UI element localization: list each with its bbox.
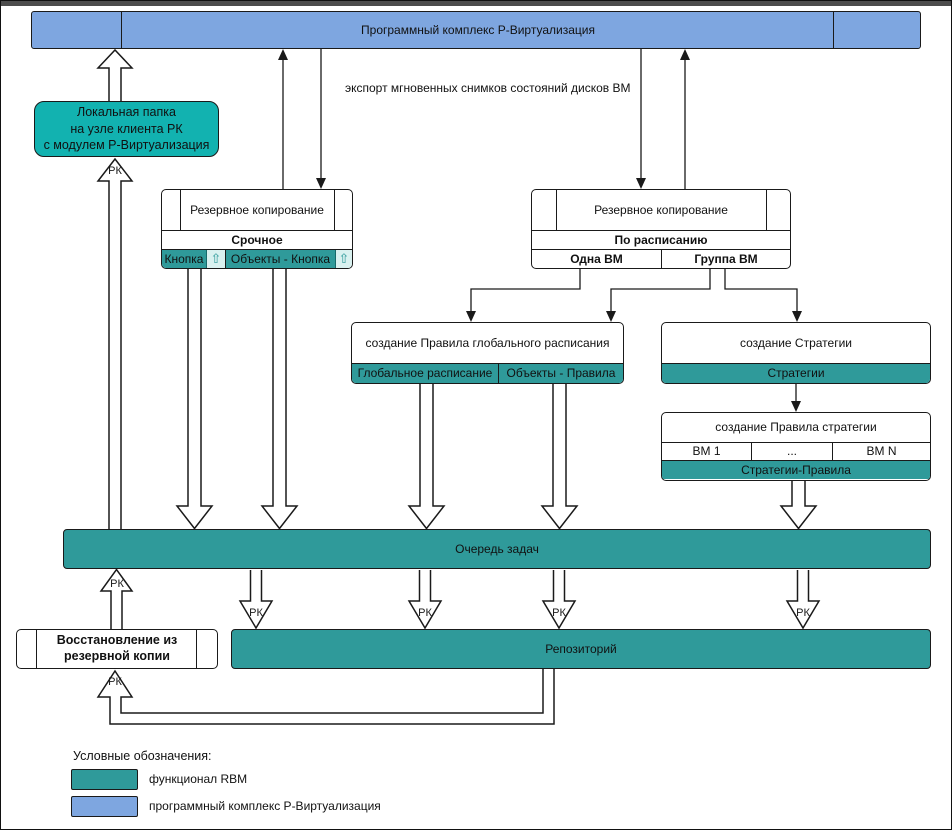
arrow-rk-down-4 [787,570,819,628]
backup-urgent-box [161,189,353,269]
platform-bar-label: Программный комплекс Р-Виртуализация [361,22,595,37]
cell-global-schedule: Глобальное расписание [352,364,498,383]
backup-urgent-subtitle: Срочное [162,230,352,249]
local-folder-box [34,101,219,157]
arrow-folder-to-platform [98,50,132,102]
arrow-queue-to-folder [98,159,132,530]
repository-bar: Репозиторий [231,629,931,669]
legend-label-rbm: функционал RBM [149,772,248,786]
arrow-objects-knopka-to-queue [262,268,297,529]
backup-urgent-divider-left [180,190,181,230]
arrow-strategy-rules-to-queue [781,480,816,529]
backup-scheduled-subtitle: По расписанию [532,230,790,249]
arrow-rk-down-1 [240,570,272,628]
head-down-1 [316,178,326,189]
backup-urgent-title: Резервное копирование [190,202,324,217]
global-schedule-rule-title: создание Правила глобального расписания [365,335,610,350]
platform-bar [31,11,921,49]
rk-label-restore: РК [108,676,122,688]
rk-label-folder: РК [108,165,122,177]
elbow-gruppa-vm-right [725,269,797,314]
head-strategy [791,401,801,412]
backup-urgent-cell-objects-knopka: Объекты - Кнопка [225,250,335,268]
cell-gruppa-vm: Группа ВМ [661,250,790,268]
cell-vm-ellipsis: ... [751,443,832,460]
arrow-rk-down-2 [409,570,441,628]
head-elbow-1 [466,311,476,322]
backup-scheduled-box [531,189,791,269]
head-elbow-3 [792,311,802,322]
elbow-odna-vm [471,269,580,314]
global-schedule-rule-box [351,322,624,384]
restore-box [16,629,218,669]
local-folder-line1: Локальная папка [77,105,176,120]
backup-urgent-cell-knopka: Кнопка [162,250,206,268]
upload-icon: ⇧ [206,250,225,268]
arrow-rk-down-3 [543,570,575,628]
cell-vm-1: ВМ 1 [692,444,721,459]
backup-scheduled-divider-left [556,190,557,230]
legend-label-platform: программный комплекс Р-Виртуализация [149,799,381,813]
arrow-knopka-to-queue [177,268,212,529]
strategy-rule-title: создание Правила стратегии [715,420,877,435]
cell-strategies: Стратегии [662,364,930,383]
rk-label-queue-up: РК [110,578,124,590]
strategy-create-title: создание Стратегии [740,335,852,350]
legend-title: Условные обозначения: [73,749,212,763]
strategy-create-box [661,322,931,384]
cell-strategy-rules: Стратегии-Правила [662,461,930,479]
arrow-global-schedule-to-queue [409,383,444,529]
strategy-rule-box [661,412,931,481]
local-folder-line2: на узле клиента РК [70,121,183,136]
head-elbow-2 [606,311,616,322]
cell-odna-vm: Одна ВМ [570,251,623,266]
rk-label-down-4: РК [796,607,810,619]
backup-scheduled-title: Резервное копирование [594,202,728,217]
cell-vm-n: ВМ N [832,443,930,460]
rk-label-down-2: РК [418,607,432,619]
rk-label-down-3: РК [552,607,566,619]
restore-line2: резервной копии [64,649,170,663]
rk-label-down-1: РК [249,607,263,619]
export-label: экспорт мгновенных снимков состояний дисков ВМ [345,81,631,95]
task-queue-bar: Очередь задач [63,529,931,569]
head-up-2 [680,49,690,60]
cell-objects-rules: Объекты - Правила [498,364,623,383]
elbow-gruppa-vm-left [611,269,710,314]
upload-icon: ⇧ [335,250,352,268]
arrow-repository-to-restore [98,668,554,724]
backup-urgent-divider-right [334,190,335,230]
local-folder-line3: с модулем Р-Виртуализация [43,138,210,153]
arrow-objects-rules-to-queue [542,383,577,529]
head-down-2 [636,178,646,189]
restore-line1: Восстановление из [56,633,178,648]
backup-scheduled-divider-right [766,190,767,230]
head-up-1 [278,49,288,60]
